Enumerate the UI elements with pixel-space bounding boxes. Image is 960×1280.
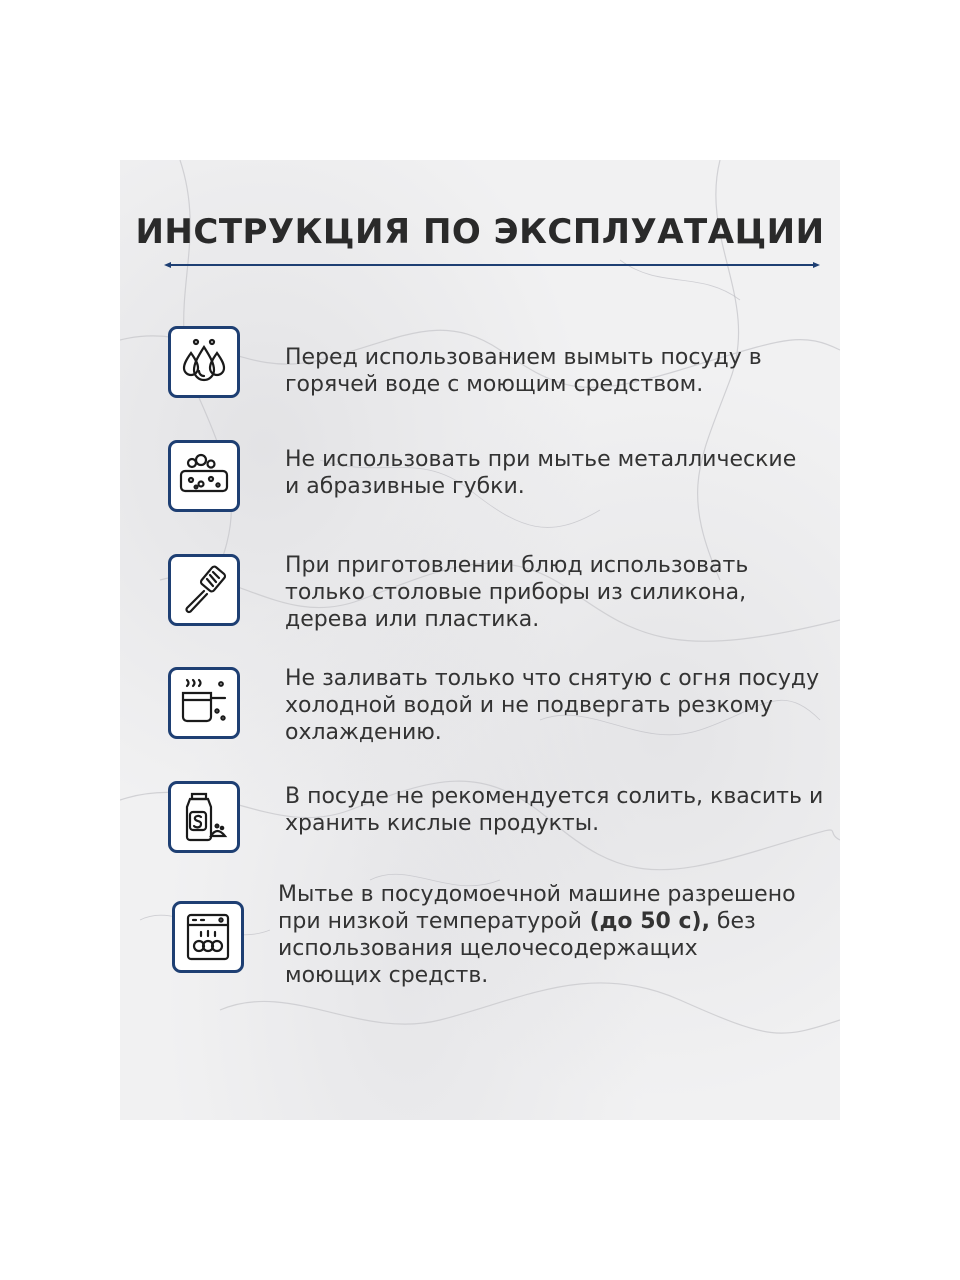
instruction-text: Перед использованием вымыть посуду в горячей воде с моющим средством.	[285, 345, 762, 397]
instruction-text: В посуде не рекомендуется солить, квасить и хранить кислые продукты.	[285, 784, 824, 836]
title-divider	[164, 258, 820, 272]
page-title: ИНСТРУКЦИЯ ПО ЭКСПЛУАТАЦИИ	[135, 212, 825, 252]
dishwasher-icon	[181, 910, 235, 964]
icon-frame	[168, 781, 240, 853]
icon-frame	[168, 554, 240, 626]
icon-frame	[168, 326, 240, 398]
sponge-icon	[177, 449, 231, 503]
instruction-card	[120, 160, 840, 1120]
spatula-icon	[177, 563, 231, 617]
temperature-note: (до 50 с),	[581, 909, 710, 934]
instruction-text: При приготовлении блюд использовать только столовые приборы из силикона, дерева или пластика.	[285, 553, 749, 632]
icon-frame	[168, 440, 240, 512]
icon-frame	[168, 667, 240, 739]
instruction-text: Не использовать при мытье металлические и абразивные губки.	[285, 447, 797, 499]
salt-shaker-icon	[177, 790, 231, 844]
icon-frame	[172, 901, 244, 973]
water-drops-icon	[177, 335, 231, 389]
instruction-text: Не заливать только что снятую с огня посуду холодной водой и не подвергать резкому охлаждению.	[285, 666, 820, 745]
instruction-text: Мытье в посудомоечной машине разрешено при низкой температурой (до 50 с), без использования щелочесодержащих моющих средств.	[278, 882, 796, 988]
hot-pot-icon	[177, 676, 231, 730]
